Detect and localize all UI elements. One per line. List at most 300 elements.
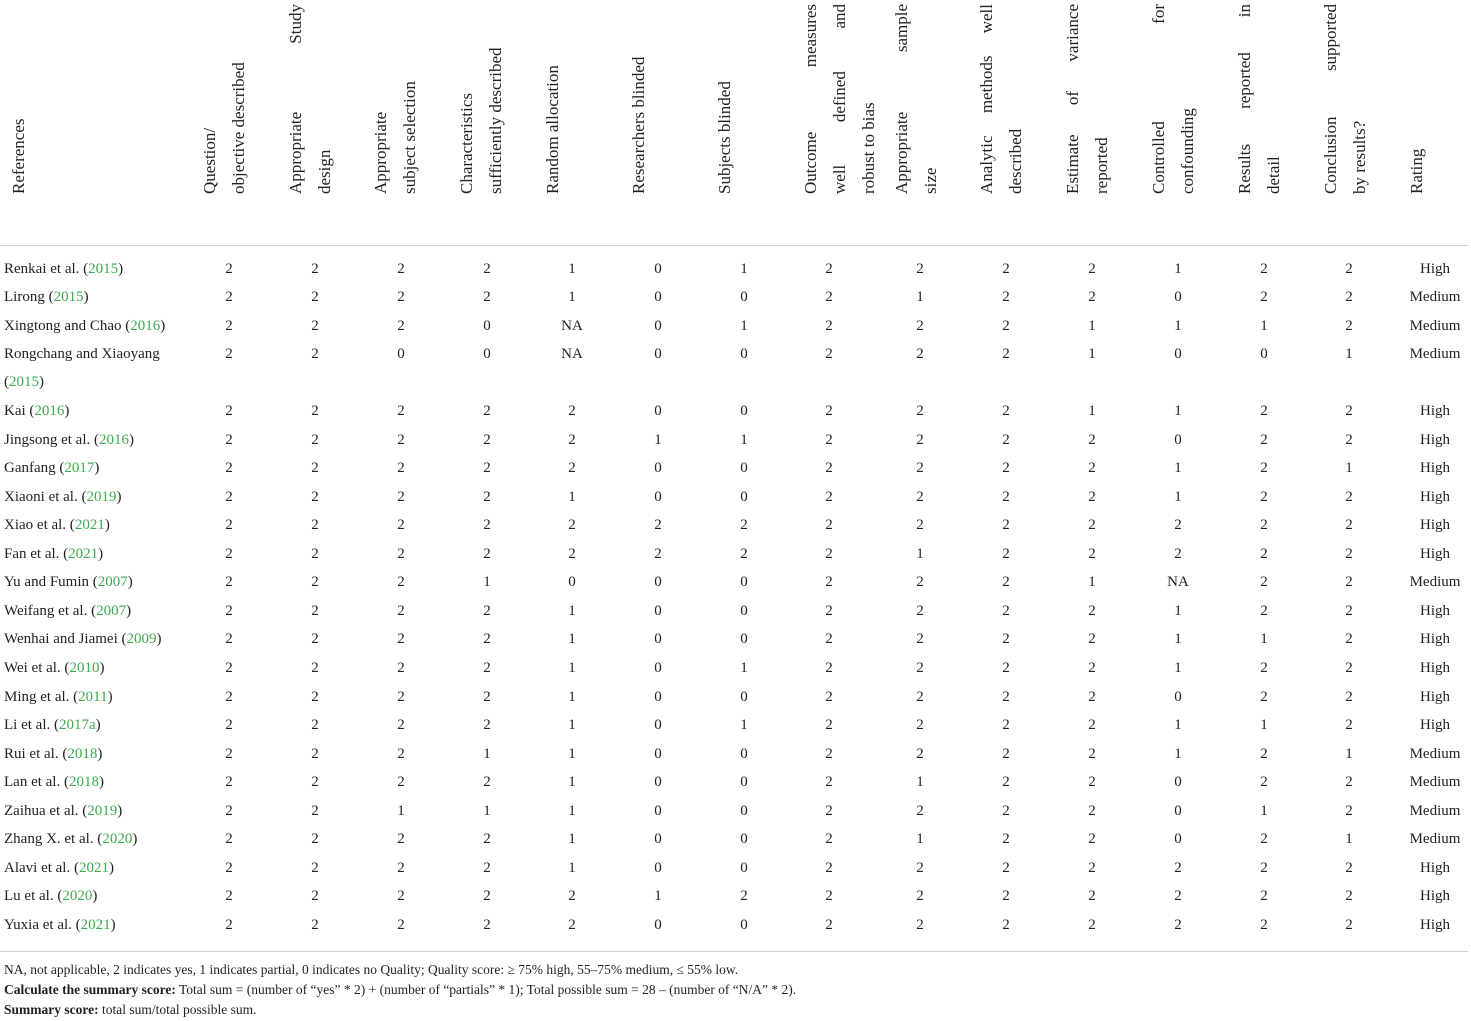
reference-cell bbox=[4, 368, 44, 396]
score-cell: 2 bbox=[1002, 917, 1010, 933]
score-cell: 2 bbox=[1260, 261, 1268, 277]
score-cell: 2 bbox=[1260, 489, 1268, 505]
reference-text: Lan et al. ( bbox=[4, 774, 69, 790]
reference-text: ) bbox=[98, 774, 104, 790]
reference-cell bbox=[4, 882, 97, 910]
citation-year-link[interactable]: 2019 bbox=[87, 803, 118, 819]
footnote-summary-label: Summary score: bbox=[4, 1002, 99, 1017]
reference-cell bbox=[4, 255, 123, 283]
citation-year-link[interactable]: 2007 bbox=[96, 603, 127, 619]
score-cell: 2 bbox=[311, 860, 319, 876]
score-cell: 2 bbox=[1260, 831, 1268, 847]
reference-text: ) bbox=[116, 489, 122, 505]
score-cell: 2 bbox=[483, 774, 491, 790]
score-cell: 2 bbox=[397, 261, 405, 277]
score-cell: 1 bbox=[1088, 574, 1096, 590]
reference-cell bbox=[4, 454, 99, 482]
score-cell: 1 bbox=[568, 717, 576, 733]
score-cell: 0 bbox=[654, 631, 662, 647]
score-cell: 2 bbox=[225, 831, 233, 847]
score-cell: 1 bbox=[1174, 318, 1182, 334]
citation-year-link[interactable]: 2016 bbox=[99, 432, 129, 448]
score-cell: 2 bbox=[311, 546, 319, 562]
score-cell: 2 bbox=[1002, 489, 1010, 505]
score-cell: 0 bbox=[740, 774, 748, 790]
score-cell: 0 bbox=[740, 460, 748, 476]
reference-cell bbox=[4, 568, 133, 596]
rating-cell: High bbox=[1420, 261, 1450, 277]
score-cell: 1 bbox=[568, 631, 576, 647]
score-cell: 2 bbox=[311, 603, 319, 619]
reference-text: Ganfang ( bbox=[4, 460, 65, 476]
score-cell: 2 bbox=[916, 460, 924, 476]
score-cell: 1 bbox=[568, 746, 576, 762]
reference-text: Rui et al. ( bbox=[4, 746, 68, 762]
score-cell: 2 bbox=[225, 774, 233, 790]
score-cell: 1 bbox=[568, 831, 576, 847]
score-cell: 2 bbox=[916, 346, 924, 362]
score-cell: 2 bbox=[311, 574, 319, 590]
reference-text: Alavi et al. ( bbox=[4, 860, 79, 876]
column-header-line: Appropriate Study bbox=[286, 4, 305, 194]
score-cell: 0 bbox=[397, 346, 405, 362]
reference-text: ) bbox=[132, 831, 138, 847]
score-cell: 2 bbox=[311, 831, 319, 847]
score-cell: 2 bbox=[1002, 689, 1010, 705]
score-cell: 2 bbox=[1345, 261, 1353, 277]
rating-cell: High bbox=[1420, 603, 1450, 619]
score-cell: NA bbox=[561, 318, 583, 334]
reference-text: ) bbox=[99, 660, 105, 676]
column-header bbox=[972, 4, 1030, 194]
reference-text: Lirong ( bbox=[4, 289, 54, 305]
score-cell: 0 bbox=[654, 489, 662, 505]
column-header bbox=[195, 4, 253, 194]
score-cell: 1 bbox=[654, 888, 662, 904]
score-cell: 0 bbox=[1174, 432, 1182, 448]
column-header-line: Subjects blinded bbox=[715, 81, 734, 194]
score-cell: 2 bbox=[825, 318, 833, 334]
score-cell: 2 bbox=[825, 517, 833, 533]
score-cell: 1 bbox=[1174, 660, 1182, 676]
column-header bbox=[538, 4, 567, 194]
score-cell: 2 bbox=[916, 717, 924, 733]
column-header-line: Analytic methods well bbox=[977, 4, 996, 194]
score-cell: 2 bbox=[483, 546, 491, 562]
score-cell: 2 bbox=[483, 660, 491, 676]
score-cell: 1 bbox=[1345, 746, 1353, 762]
score-cell: 0 bbox=[654, 831, 662, 847]
score-cell: 1 bbox=[1260, 631, 1268, 647]
reference-cell bbox=[4, 854, 114, 882]
reference-cell bbox=[4, 340, 160, 368]
footnote-summary bbox=[4, 1000, 256, 1019]
score-cell: 2 bbox=[311, 888, 319, 904]
score-cell: 2 bbox=[1088, 746, 1096, 762]
score-cell: 2 bbox=[483, 261, 491, 277]
citation-year-link[interactable]: 2015 bbox=[53, 289, 84, 305]
rating-cell: Medium bbox=[1409, 318, 1461, 334]
score-cell: 2 bbox=[916, 917, 924, 933]
rating-cell: Medium bbox=[1409, 803, 1461, 819]
footnote-calculation-text: Total sum = (number of “yes” * 2) + (number of “partials” * 1); Total possible sum = 28 – (number of “N/A” * 2). bbox=[175, 982, 797, 997]
score-cell: 2 bbox=[311, 803, 319, 819]
score-cell: 0 bbox=[654, 346, 662, 362]
score-cell: 2 bbox=[1174, 888, 1182, 904]
citation-year-link[interactable]: 2018 bbox=[67, 746, 98, 762]
citation-year-link[interactable]: 2009 bbox=[126, 631, 157, 647]
score-cell: 0 bbox=[654, 660, 662, 676]
score-cell: 2 bbox=[916, 603, 924, 619]
score-cell: 0 bbox=[740, 803, 748, 819]
score-cell: 2 bbox=[311, 346, 319, 362]
score-cell: 1 bbox=[1174, 261, 1182, 277]
column-header bbox=[1402, 4, 1431, 194]
score-cell: 2 bbox=[225, 574, 233, 590]
bottom-rule bbox=[0, 951, 1468, 952]
score-cell: 0 bbox=[740, 917, 748, 933]
score-cell: 0 bbox=[740, 574, 748, 590]
column-header-line: Results reported in bbox=[1235, 4, 1254, 194]
score-cell: 2 bbox=[1260, 289, 1268, 305]
score-cell: 2 bbox=[397, 774, 405, 790]
score-cell: 2 bbox=[916, 403, 924, 419]
score-cell: 2 bbox=[225, 546, 233, 562]
score-cell: 1 bbox=[568, 261, 576, 277]
reference-text: ) bbox=[94, 460, 100, 476]
score-cell: 2 bbox=[225, 603, 233, 619]
score-cell: 2 bbox=[1002, 574, 1010, 590]
column-header-line: confounding bbox=[1178, 108, 1197, 194]
score-cell: 2 bbox=[1088, 603, 1096, 619]
citation-year-link[interactable]: 2016 bbox=[34, 403, 65, 419]
score-cell: 2 bbox=[311, 432, 319, 448]
score-cell: 2 bbox=[311, 689, 319, 705]
score-cell: 2 bbox=[1345, 432, 1353, 448]
column-header-line: by results? bbox=[1350, 120, 1369, 194]
score-cell: 2 bbox=[916, 489, 924, 505]
score-cell: 2 bbox=[825, 888, 833, 904]
score-cell: 2 bbox=[825, 860, 833, 876]
score-cell: 2 bbox=[397, 860, 405, 876]
citation-year-link[interactable]: 2016 bbox=[130, 318, 161, 334]
score-cell: 2 bbox=[311, 660, 319, 676]
score-cell: 2 bbox=[916, 318, 924, 334]
reference-text: ) bbox=[97, 746, 103, 762]
score-cell: 2 bbox=[225, 517, 233, 533]
column-header bbox=[1230, 4, 1288, 194]
citation-year-link[interactable]: 2010 bbox=[69, 660, 100, 676]
score-cell: 1 bbox=[916, 831, 924, 847]
reference-text: Jingsong et al. ( bbox=[4, 432, 99, 448]
reference-text: Lu et al. ( bbox=[4, 888, 63, 904]
score-cell: 2 bbox=[1260, 746, 1268, 762]
reference-text: Ming et al. ( bbox=[4, 689, 79, 705]
score-cell: 2 bbox=[1088, 917, 1096, 933]
reference-text: ) bbox=[156, 631, 162, 647]
citation-year-link[interactable]: 2018 bbox=[68, 774, 99, 790]
header-rule bbox=[0, 245, 1468, 246]
reference-cell bbox=[4, 711, 101, 739]
reference-text: ( bbox=[4, 374, 9, 390]
score-cell: 2 bbox=[916, 574, 924, 590]
citation-year-link[interactable]: 2020 bbox=[62, 888, 93, 904]
score-cell: 0 bbox=[654, 603, 662, 619]
citation-year-link[interactable]: 2011 bbox=[78, 689, 108, 705]
score-cell: 2 bbox=[397, 432, 405, 448]
score-cell: 2 bbox=[916, 631, 924, 647]
score-cell: 0 bbox=[1260, 346, 1268, 362]
citation-year-link[interactable]: 2021 bbox=[74, 517, 105, 533]
citation-year-link[interactable]: 2017 bbox=[64, 460, 95, 476]
score-cell: 2 bbox=[825, 689, 833, 705]
score-cell: 2 bbox=[1345, 660, 1353, 676]
score-cell: 2 bbox=[1002, 774, 1010, 790]
score-cell: 2 bbox=[483, 717, 491, 733]
score-cell: 1 bbox=[568, 603, 576, 619]
column-header-line: size bbox=[921, 167, 940, 194]
citation-year-link[interactable]: 2021 bbox=[78, 860, 109, 876]
reference-text: ) bbox=[126, 603, 132, 619]
score-cell: 2 bbox=[740, 546, 748, 562]
score-cell: 2 bbox=[740, 517, 748, 533]
score-cell: 1 bbox=[1174, 603, 1182, 619]
score-cell: 1 bbox=[1260, 318, 1268, 334]
reference-text: ) bbox=[110, 917, 116, 933]
score-cell: 2 bbox=[225, 888, 233, 904]
score-cell: 2 bbox=[825, 460, 833, 476]
citation-year-link[interactable]: 2017a bbox=[58, 717, 96, 733]
score-cell: 2 bbox=[825, 403, 833, 419]
reference-text: ) bbox=[129, 432, 134, 448]
score-cell: 2 bbox=[483, 689, 491, 705]
score-cell: 2 bbox=[1002, 860, 1010, 876]
score-cell: 0 bbox=[654, 574, 662, 590]
score-cell: 2 bbox=[1088, 660, 1096, 676]
score-cell: 2 bbox=[483, 603, 491, 619]
score-cell: 2 bbox=[397, 603, 405, 619]
reference-cell bbox=[4, 283, 89, 311]
rating-cell: High bbox=[1420, 432, 1450, 448]
score-cell: 1 bbox=[568, 689, 576, 705]
score-cell: 2 bbox=[1088, 803, 1096, 819]
score-cell: 2 bbox=[1345, 917, 1353, 933]
score-cell: 2 bbox=[825, 631, 833, 647]
reference-cell bbox=[4, 768, 104, 796]
score-cell: 2 bbox=[1345, 546, 1353, 562]
score-cell: 2 bbox=[1002, 403, 1010, 419]
score-cell: 2 bbox=[311, 289, 319, 305]
column-header-line: Characteristics bbox=[457, 92, 476, 194]
column-header-line: Appropriate sample bbox=[892, 4, 911, 194]
score-cell: 0 bbox=[654, 318, 662, 334]
rating-cell: High bbox=[1420, 631, 1450, 647]
score-cell: 2 bbox=[916, 432, 924, 448]
score-cell: 2 bbox=[1174, 917, 1182, 933]
reference-text: ) bbox=[83, 289, 89, 305]
rating-cell: High bbox=[1420, 888, 1450, 904]
score-cell: 1 bbox=[568, 289, 576, 305]
score-cell: 1 bbox=[483, 803, 491, 819]
column-header-line: Question/ bbox=[200, 127, 219, 194]
reference-text: Li et al. ( bbox=[4, 717, 59, 733]
score-cell: 0 bbox=[1174, 803, 1182, 819]
score-cell: 2 bbox=[1260, 860, 1268, 876]
score-cell: 2 bbox=[1088, 888, 1096, 904]
rating-cell: Medium bbox=[1409, 574, 1461, 590]
score-cell: 0 bbox=[654, 803, 662, 819]
reference-text: Yuxia et al. ( bbox=[4, 917, 81, 933]
score-cell: 2 bbox=[397, 546, 405, 562]
score-cell: 2 bbox=[311, 746, 319, 762]
score-cell: 2 bbox=[1002, 346, 1010, 362]
score-cell: 1 bbox=[1174, 489, 1182, 505]
score-cell: 1 bbox=[916, 546, 924, 562]
score-cell: 2 bbox=[654, 546, 662, 562]
score-cell: 2 bbox=[568, 432, 576, 448]
reference-cell bbox=[4, 397, 69, 425]
column-header-line: well defined and bbox=[830, 4, 849, 194]
score-cell: 0 bbox=[654, 860, 662, 876]
citation-year-link[interactable]: 2015 bbox=[9, 374, 39, 390]
score-cell: 2 bbox=[568, 546, 576, 562]
score-cell: 2 bbox=[397, 318, 405, 334]
score-cell: 2 bbox=[1174, 860, 1182, 876]
citation-year-link[interactable]: 2020 bbox=[102, 831, 133, 847]
score-cell: 2 bbox=[1002, 546, 1010, 562]
score-cell: 2 bbox=[483, 860, 491, 876]
score-cell: 2 bbox=[1345, 603, 1353, 619]
score-cell: 2 bbox=[397, 489, 405, 505]
score-cell: 2 bbox=[825, 603, 833, 619]
column-header bbox=[624, 4, 653, 194]
column-header-line: detail bbox=[1264, 156, 1283, 194]
score-cell: 0 bbox=[654, 917, 662, 933]
rating-cell: High bbox=[1420, 689, 1450, 705]
citation-year-link[interactable]: 2021 bbox=[68, 546, 99, 562]
rating-cell: Medium bbox=[1409, 774, 1461, 790]
score-cell: 2 bbox=[825, 746, 833, 762]
score-cell: 2 bbox=[311, 717, 319, 733]
rating-cell: High bbox=[1420, 717, 1450, 733]
score-cell: 0 bbox=[654, 261, 662, 277]
score-cell: 2 bbox=[397, 689, 405, 705]
column-header bbox=[281, 4, 339, 194]
score-cell: NA bbox=[1167, 574, 1189, 590]
score-cell: 2 bbox=[1260, 917, 1268, 933]
score-cell: 2 bbox=[1260, 546, 1268, 562]
reference-text: Zaihua et al. ( bbox=[4, 803, 88, 819]
score-cell: 2 bbox=[1088, 831, 1096, 847]
score-cell: 1 bbox=[1174, 717, 1182, 733]
score-cell: 2 bbox=[397, 517, 405, 533]
score-cell: 1 bbox=[568, 803, 576, 819]
score-cell: 2 bbox=[825, 289, 833, 305]
score-cell: 2 bbox=[916, 803, 924, 819]
score-cell: NA bbox=[561, 346, 583, 362]
reference-text: ) bbox=[160, 318, 166, 334]
rating-cell: Medium bbox=[1409, 746, 1461, 762]
score-cell: 0 bbox=[740, 631, 748, 647]
citation-year-link[interactable]: 2015 bbox=[88, 261, 119, 277]
score-cell: 2 bbox=[1260, 432, 1268, 448]
score-cell: 1 bbox=[1345, 460, 1353, 476]
score-cell: 1 bbox=[1345, 346, 1353, 362]
score-cell: 2 bbox=[1345, 860, 1353, 876]
score-cell: 2 bbox=[1345, 803, 1353, 819]
score-cell: 2 bbox=[825, 831, 833, 847]
score-cell: 2 bbox=[1002, 660, 1010, 676]
reference-text: Wenhai and Jiamei ( bbox=[4, 631, 127, 647]
score-cell: 2 bbox=[397, 289, 405, 305]
reference-text: ) bbox=[117, 803, 123, 819]
score-cell: 2 bbox=[825, 717, 833, 733]
score-cell: 2 bbox=[225, 318, 233, 334]
rating-cell: Medium bbox=[1409, 289, 1461, 305]
column-header bbox=[887, 4, 945, 194]
column-header-line: Random allocation bbox=[543, 65, 562, 194]
score-cell: 2 bbox=[483, 289, 491, 305]
footnote-legend: NA, not applicable, 2 indicates yes, 1 indicates partial, 0 indicates no Quality; Quality score: ≥ 75% high, 55–75% medium, ≤ 55% low. bbox=[4, 962, 739, 977]
score-cell: 1 bbox=[1174, 403, 1182, 419]
score-cell: 2 bbox=[1345, 517, 1353, 533]
citation-year-link[interactable]: 2021 bbox=[80, 917, 111, 933]
score-cell: 1 bbox=[397, 803, 405, 819]
score-cell: 2 bbox=[225, 660, 233, 676]
reference-text: Zhang X. et al. ( bbox=[4, 831, 103, 847]
score-cell: 2 bbox=[1002, 717, 1010, 733]
column-header-line: design bbox=[315, 149, 334, 194]
score-cell: 2 bbox=[311, 460, 319, 476]
score-cell: 1 bbox=[1088, 403, 1096, 419]
score-cell: 2 bbox=[225, 689, 233, 705]
reference-text: ) bbox=[108, 860, 114, 876]
score-cell: 1 bbox=[1088, 318, 1096, 334]
score-cell: 1 bbox=[654, 432, 662, 448]
score-cell: 2 bbox=[1174, 546, 1182, 562]
score-cell: 2 bbox=[825, 489, 833, 505]
rating-cell: High bbox=[1420, 517, 1450, 533]
score-cell: 2 bbox=[1345, 318, 1353, 334]
table-header bbox=[0, 0, 1471, 246]
reference-text: Wei et al. ( bbox=[4, 660, 70, 676]
score-cell: 2 bbox=[1088, 717, 1096, 733]
score-cell: 2 bbox=[1002, 631, 1010, 647]
score-cell: 2 bbox=[311, 403, 319, 419]
citation-year-link[interactable]: 2007 bbox=[97, 574, 128, 590]
score-cell: 1 bbox=[1345, 831, 1353, 847]
reference-text: Fan et al. ( bbox=[4, 546, 69, 562]
score-cell: 2 bbox=[1260, 603, 1268, 619]
rating-cell: High bbox=[1420, 489, 1450, 505]
score-cell: 2 bbox=[483, 489, 491, 505]
score-cell: 0 bbox=[740, 689, 748, 705]
score-cell: 2 bbox=[1088, 289, 1096, 305]
column-header bbox=[1316, 4, 1374, 194]
score-cell: 2 bbox=[311, 489, 319, 505]
score-cell: 2 bbox=[397, 574, 405, 590]
rating-cell: Medium bbox=[1409, 346, 1461, 362]
score-cell: 2 bbox=[1002, 831, 1010, 847]
score-cell: 2 bbox=[225, 403, 233, 419]
score-cell: 2 bbox=[1002, 460, 1010, 476]
score-cell: 2 bbox=[1345, 888, 1353, 904]
citation-year-link[interactable]: 2019 bbox=[86, 489, 117, 505]
column-header-line: sufficiently described bbox=[486, 47, 505, 194]
reference-cell bbox=[4, 597, 131, 625]
score-cell: 0 bbox=[740, 489, 748, 505]
score-cell: 1 bbox=[740, 318, 748, 334]
